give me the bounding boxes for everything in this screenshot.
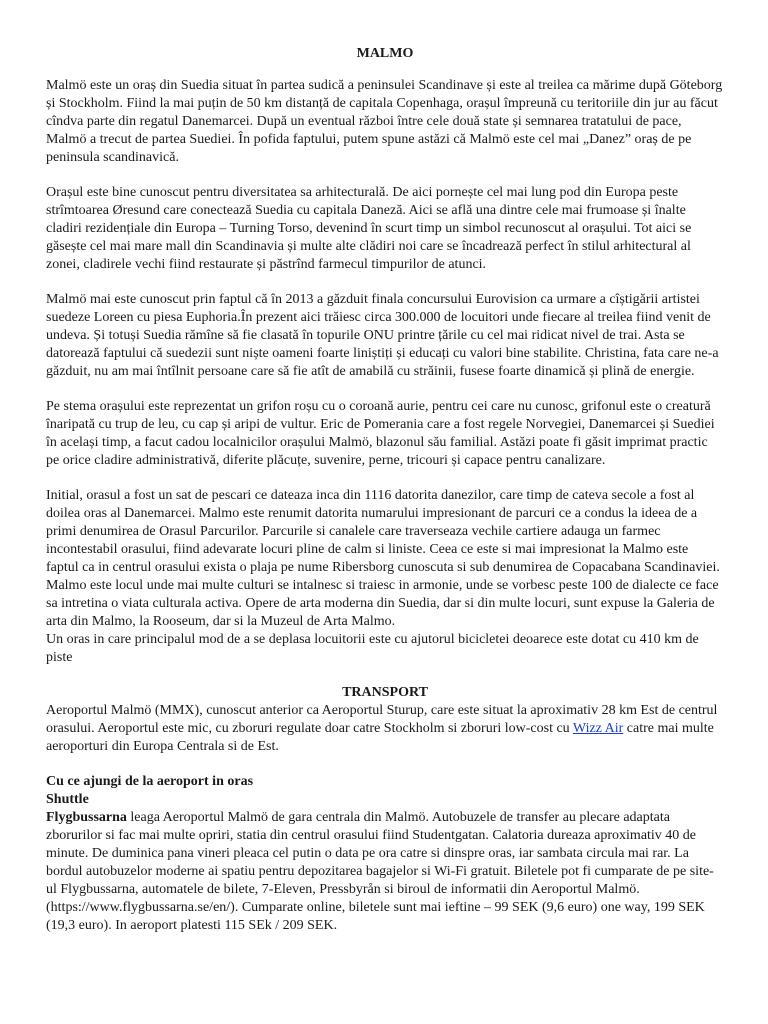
paragraph-intro: Malmö este un oraș din Suedia situat în partea sudică a peninsulei Scandinave și este al treilea ca mărime după Göteborg și Stockholm. Fiind la mai puțin de 50 km distanță de capitala Copenhaga, orașul împreună cu teritoriile din jur au făcut cîndva parte din regatul Danemarcei. După un eventual război între cele două state și semnarea tratatului de pace, Malmö a trecut de partea Suediei. În pofida faptului, putem spune astăzi că Malmö este cel mai „Danez” oraș de pe peninsula scandinavică. [46, 78, 723, 165]
paragraph-architecture: Orașul este bine cunoscut pentru diversitatea sa arhitecturală. De aici pornește cel mai lung pod din Europa peste strîmtoarea Øresund care conectează Suedia cu capitala Daneză. Aici se află una dintre cele mai frumoase și înalte cladiri rezidențiale din Europa – Turning Torso, devenind în scurt timp un simbol recunoscut al orașului. Tot aici se găsește cel mai mare mall din Scandinavia și multe alte clădiri noi care se încadrează perfect în stilul arhitectural al zonei, cladirele vechi fiind restaurate și păstrînd farmecul timpurilor de atunci. [46, 185, 692, 272]
shuttle-heading: Shuttle [46, 792, 89, 807]
paragraph-coat-of-arms: Pe stema orașului este reprezentat un grifon roșu cu o coroană aurie, pentru cei care nu cunosc, grifonul este o creatură înaripată cu trup de leu, cu cap și aripi de vultur. Eric de Pomerania care a fost regele Norvegiei, Danemarcei și Suediei în același timp, a facut cadou localnicilor orașului Malmö, blazonul său familial. Astăzi poate fi găsit imprimat practic pe orice cladire administrativă, diferite plăcuțe, suvenire, perne, tricouri și capace pentru canalizare. [46, 399, 715, 468]
paragraph-flygbussarna [46, 809, 724, 935]
flygbussarna-label: Flygbussarna [46, 810, 127, 825]
paragraph-airport [46, 702, 724, 756]
wizz-air-link[interactable]: Wizz Air [572, 721, 624, 736]
paragraph-history: Initial, orasul a fost un sat de pescari ce dateaza inca din 1116 datorita danezilor, care timp de cateva secole a fost al doilea oras al Danemarcei. Malmo este renumit datorita numarului impresionant de parcuri ce a condus la ideea de a primi denumirea de Orasul Parcurilor. Parcurile si canalele care traverseaza vechile cartiere adauga un farmec incontestabil orasului, fiind adevarate locuri pline de calm si liniste. Ceea ce este si mai impresionat la Malmo este faptul ca in centrul orasului exista o plaja pe nume Ribersborg cunoscuta si sub denumirea de Copacabana Scandinaviei. Malmo este locul unde mai multe culturi se intalnesc si traiesc in armonie, unde se vorbesc peste 100 de dialecte ce face sa intretina o viata culturala activa. Opere de arta moderna din Suedia, dar si din multe locuri, sunt expuse la Galeria de arta din Malmo, la Rooseum, dar si la Muzeul de Arta Malmo. [46, 488, 720, 629]
paragraph-bicycles: Un oras in care principalul mod de a se deplasa locuitorii este cu ajutorul bicicletei deoarece este dotat cu 410 km de piste [46, 632, 699, 665]
paragraph-eurovision: Malmö mai este cunoscut prin faptul că în 2013 a găzduit finala concursului Eurovision ca urmare a cîștigării artistei suedeze Loreen cu piesa Euphoria.În prezent aici trăiesc circa 300.000 de locuitori unde fiecare al treilea fiind venit de undeva. Și totuși Suedia rămîne să fie clasată în topurile ONU printre țările cu cel mai ridicat nivel de trai. Asta se datorează faptului că suedezii sunt niște oameni foarte liniștiți și educați cu valori bine stabilite. Christina, fata care ne-a găzduit, nu am mai întîlnit persoane care să fie atît de amabilă cu străinii, fusese foarte dinamică și plină de energie. [46, 292, 719, 379]
page-title: MALMO [356, 46, 414, 61]
airport-text-before-link: Aeroportul Malmö (MMX), cunoscut anterior ca Aeroportul Sturup, care este situat la aproximativ 28 km Est de centrul orasului. Aeroportul este mic, cu zboruri regulate doar catre Stockholm si zboruri low-cost cu [46, 703, 718, 736]
airport-to-city-heading: Cu ce ajungi de la aeroport in oras [46, 774, 254, 789]
airport-text-after-link: catre mai multe aeroporturi din Europa Centrala si de Est. [46, 721, 714, 754]
flygbussarna-text: leaga Aeroportul Malmö de gara centrala din Malmö. Autobuzele de transfer au plecare adaptata zborurilor si fac mai multe opriri, statia din centrul orasului fiind Studentgatan. Calatoria dureaza aproximativ 40 de minute. De duminica pana vineri pleaca cel putin o data pe ora catre si dinspre oras, iar sambata circula mai rar. La bordul autobuzelor moderne ai spatiu pentru depozitarea bagajelor si Wi-Fi gratuit. Biletele pot fi cumparate de pe site-ul Flygbussarna, automatele de bilete, 7-Eleven, Pressbyrån si biroul de informatii din Aeroportul Malmö. (https://www.flygbussarna.se/en/). Cumparate online, biletele sunt mai ieftine – 99 SEK (9,6 euro) one way, 199 SEK (19,3 euro). In aeroport platesti 115 SEk / 209 SEK. [46, 810, 714, 933]
transport-heading: TRANSPORT [342, 685, 428, 700]
